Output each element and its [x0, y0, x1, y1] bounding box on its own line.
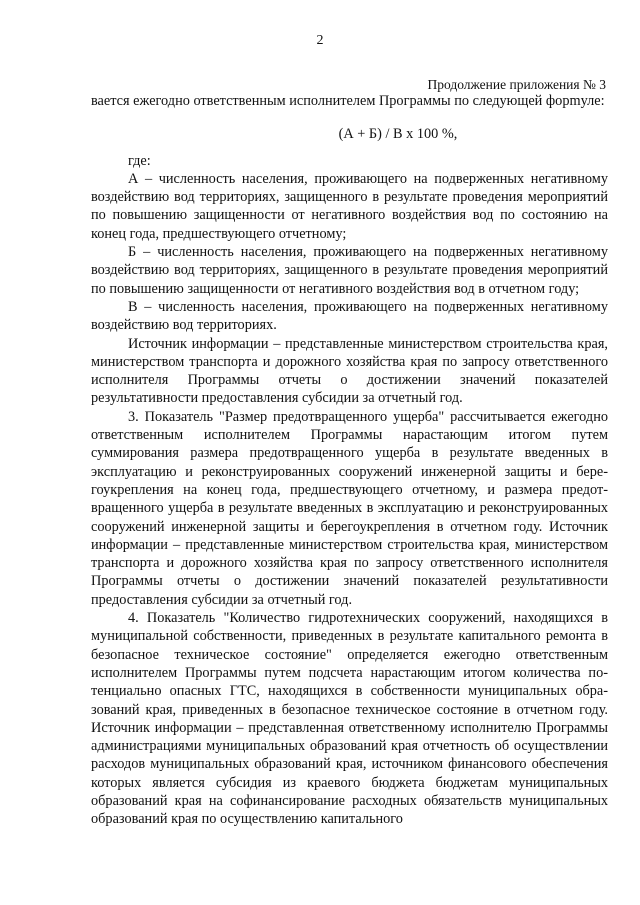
definition-a: А – численность населения, проживающего на подверженных негативному воздействию вод территориях, защищенного в результате проведения мероприятий по повышению защищенности от негативного воздействия вод по состоянию на конец года, предшествующего отчетному; [91, 170, 608, 242]
definition-b: Б – численность населения, проживающего на подверженных негативному воздействию вод территориях, защищенного в результате проведения мероприятий по повышению защищенности от негативного воздействия вод в отчетном году; [91, 244, 608, 297]
page-number: 2 [316, 33, 324, 48]
paragraph-continuation: вается ежегодно ответственным исполнителем Программы по следующей форmуле: [91, 93, 605, 109]
body-text [91, 92, 608, 829]
formula-where-label: где: [128, 152, 151, 169]
paragraph-source-info: Источник информации – представленные министерством строительства края, министерством транспорта и дорожного хозяйства края по запросу ответственного исполнителя Программы отчеты о достижении значений показателей результативности предоставления субсидии за отчетный год. [91, 335, 608, 407]
paragraph-indicator-4: 4. Показатель "Количество гидротехнических сооружений, находящихся в муниципальной собственности, приведенных в результате капитального ремонта в безопасное техническое состояние" определяется ежегодно ответственным исполнителем Программы путем подсчета нарастающим итогом количества потенциально опасных ГТС, находящихся в собственности муниципальных образований края, приведенных в безопасное техническое состояние в отчетном году. Источник информации – представленная ответственному исполнителю Программы администрациями муниципальных образований края отчетность об осуществлении расходов муниципальных образований края, источником финансового обеспечения которых является субсидия из краевого бюджета бюджетам муниципальных образований края на софинансирование расходных обязательств муниципальных образований края по осуществлению капитального [91, 610, 608, 828]
paragraph-indicator-3: 3. Показатель "Размер предотвращенного ущерба" рассчитывается ежегодно ответственным исполнителем Программы нарастающим итогом путем суммирования размера предотвращенного ущерба в результате введенных в эксплуатацию и реконструированных сооружений инженерной защиты и берегоукрепления на конец года, предшествующего отчетному, и размера предотвращенного ущерба в результате введенных в эксплуатацию и реконструированных сооружений инженерной защиты и берегоукрепления в отчетном году. Источник информации – представленные министерством строительства края, министерством транспорта и дорожного хозяйства края по запросу ответственного исполнителя Программы отчеты о достижении значений показателей результативности предоставления субсидии за отчетный год. [91, 408, 608, 608]
formula: (А + Б) / В х 100 %, [338, 126, 458, 143]
appendix-label: Продолжение приложения № 3 [427, 77, 606, 92]
definition-c: В – численность населения, проживающего на подверженных негативному воздействию вод территориях. [91, 298, 608, 334]
